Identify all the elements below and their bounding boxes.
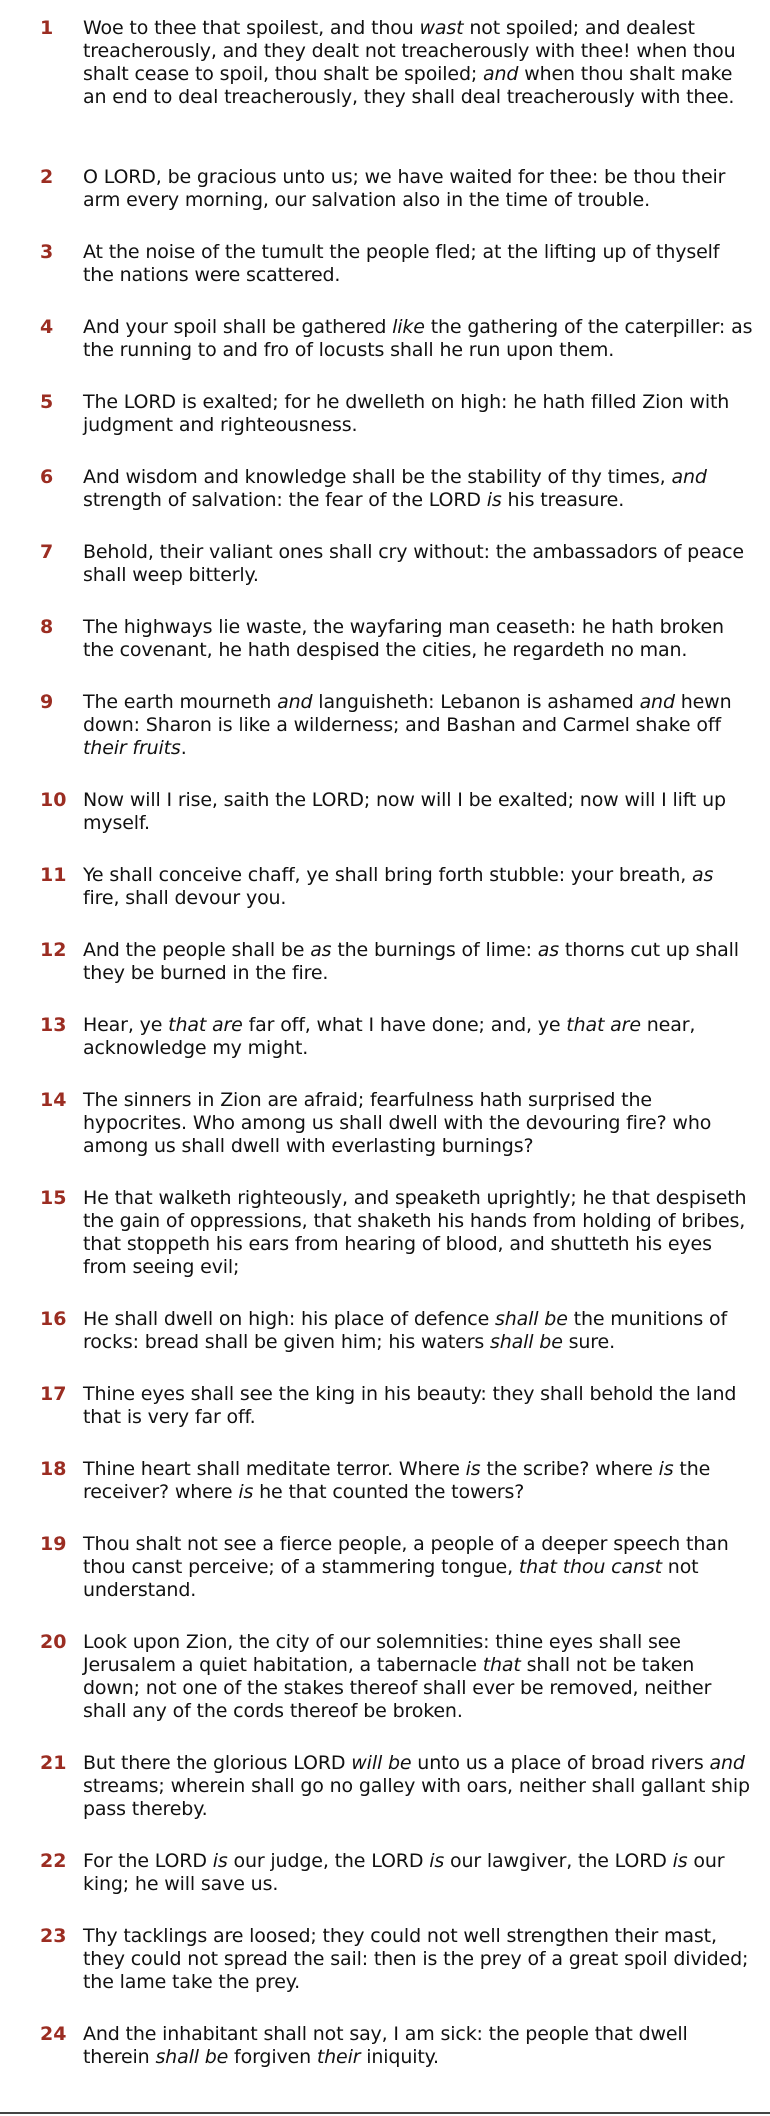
verse-number: 17 — [40, 1383, 67, 1405]
verse-text-run: For the LORD — [83, 1850, 213, 1872]
verse-text-run: unto us a place of broad rivers — [411, 1752, 710, 1774]
verse-text — [83, 1089, 753, 1158]
verse-number: 2 — [40, 166, 54, 188]
verse-text-run: . — [180, 737, 187, 759]
verse-number: 11 — [40, 864, 67, 886]
verse-text — [83, 241, 753, 287]
verse-number: 16 — [40, 1308, 67, 1330]
verse-text-italic: and — [277, 691, 313, 713]
verse-text — [83, 1850, 753, 1896]
verse-text-run: The highways lie waste, the wayfaring man ceaseth: he hath broken the covenant, he hath despised the cities, he regardeth no man. — [83, 616, 724, 661]
verse-text-run: Behold, their valiant ones shall cry without: the ambassadors of peace shall weep bitterly. — [83, 541, 744, 586]
verse-text — [83, 1187, 753, 1279]
verse-text — [83, 939, 753, 985]
verse-text-italic: is — [429, 1850, 445, 1872]
verse-number: 6 — [40, 466, 54, 488]
verse-text-italic: is — [212, 1850, 228, 1872]
verse-text — [83, 1458, 753, 1504]
verse-text-run: Woe to thee that spoilest, and thou — [83, 17, 420, 39]
verse-text-run: The earth mourneth — [83, 691, 278, 713]
verse-text — [83, 1533, 753, 1602]
verse-text-italic: that — [482, 1654, 521, 1676]
verse-number: 12 — [40, 939, 67, 961]
verse-text — [83, 166, 753, 212]
verse-text-run: the gathering of the caterpiller: as the running to and fro of locusts shall he run upon them. — [83, 316, 753, 361]
verse-text-run: He that walketh righteously, and speaketh uprightly; he that despiseth the gain of oppressions, that shaketh his hands from holding of bribes, that stoppeth his ears from hearing of blood, and shutteth his eyes from seeing evil; — [83, 1187, 747, 1278]
verse-text-italic: wast — [419, 17, 464, 39]
verse-text-run: thorns cut up shall they be burned in the fire. — [83, 939, 739, 984]
verse-text-run: fire, shall devour you. — [83, 887, 287, 909]
verse-text — [83, 391, 753, 437]
verse-text-run: And wisdom and knowledge shall be the stability of thy times, — [83, 466, 672, 488]
verse-text — [83, 1631, 753, 1723]
verse-text-run: strength of salvation: the fear of the LORD — [83, 489, 487, 511]
verse-number: 24 — [40, 2023, 67, 2045]
verse-text-run: when thou shalt make an end to deal treacherously, they shall deal treacherously with thee. — [83, 63, 735, 108]
verse-text-italic: and — [483, 63, 519, 85]
verse-number: 7 — [40, 541, 54, 563]
verse-text-run: the scribe? where — [480, 1458, 659, 1480]
verse-text-italic: is — [465, 1458, 481, 1480]
verse-text-run: The sinners in Zion are afraid; fearfulness hath surprised the hypocrites. Who among us shall dwell with the devouring fire? who among us shall dwell with everlasting burnings? — [83, 1089, 712, 1157]
verse-number: 19 — [40, 1533, 67, 1555]
verse-text-run: But there the glorious LORD — [83, 1752, 352, 1774]
verse-text-run: the munitions of rocks: bread shall be given him; his waters — [83, 1308, 727, 1353]
verse-text — [83, 1014, 753, 1060]
verse-text-run: Hear, ye — [83, 1014, 169, 1036]
verse-text-run: his treasure. — [501, 489, 625, 511]
verse-number: 20 — [40, 1631, 67, 1653]
verse-text-run: near, acknowledge my might. — [83, 1014, 696, 1059]
verse-number: 15 — [40, 1187, 67, 1209]
verse-text-italic: is — [486, 489, 502, 511]
verse-number: 9 — [40, 691, 54, 713]
verse-text-italic: that thou canst — [518, 1556, 662, 1578]
verse-text-italic: as — [310, 939, 332, 961]
verse-text-run: sure. — [562, 1331, 615, 1353]
verse-text — [83, 466, 753, 512]
verse-number: 22 — [40, 1850, 67, 1872]
verse-text-italic: shall be — [490, 1331, 563, 1353]
verse-text-run: our judge, the LORD — [227, 1850, 430, 1872]
verse-text — [83, 2023, 753, 2069]
verse-text-run: Thou shalt not see a fierce people, a people of a deeper speech than thou canst perceive; of a stammering tongue, — [83, 1533, 729, 1578]
verse-text-italic: is — [672, 1850, 688, 1872]
verse-text-run: forgiven — [228, 2046, 317, 2068]
verse-text — [83, 1925, 753, 1994]
verse-text-run: And your spoil shall be gathered — [83, 316, 393, 338]
verse-text-run: He shall dwell on high: his place of defence — [83, 1308, 496, 1330]
verse-text-italic: is — [658, 1458, 674, 1480]
verse-text-italic: shall be — [495, 1308, 568, 1330]
verse-text — [83, 691, 753, 760]
bottom-divider — [0, 2112, 770, 2114]
verse-text — [83, 616, 753, 662]
verse-text — [83, 1752, 753, 1821]
verse-text-run: far off, what I have done; and, ye — [242, 1014, 567, 1036]
verse-text-run: O LORD, be gracious unto us; we have waited for thee: be thou their arm every morning, our salvation also in the time of trouble. — [83, 166, 726, 211]
verse-text-italic: their — [316, 2046, 361, 2068]
verse-text-run: our king; he will save us. — [83, 1850, 725, 1895]
verse-text — [83, 864, 753, 910]
verse-text-italic: as — [537, 939, 559, 961]
verse-text-italic: and — [709, 1752, 745, 1774]
verse-number: 5 — [40, 391, 54, 413]
verse-number: 3 — [40, 241, 54, 263]
verse-number: 10 — [40, 789, 67, 811]
verse-text-run: At the noise of the tumult the people fled; at the lifting up of thyself the nations were scattered. — [83, 241, 720, 286]
verse-text — [83, 1308, 753, 1354]
verse-number: 21 — [40, 1752, 67, 1774]
verse-text-run: hewn down: Sharon is like a wilderness; and Bashan and Carmel shake off — [83, 691, 732, 736]
verse-text-italic: that are — [168, 1014, 243, 1036]
verse-text-run: not understand. — [83, 1556, 699, 1601]
verse-text — [83, 316, 753, 362]
verse-text-italic: and — [639, 691, 675, 713]
verse-number: 14 — [40, 1089, 67, 1111]
verse-text-run: And the inhabitant shall not say, I am sick: the people that dwell therein — [83, 2023, 688, 2068]
verse-text-run: shall not be taken down; not one of the stakes thereof shall ever be removed, neither shall any of the cords thereof be broken. — [83, 1654, 712, 1722]
verse-text-run: Thy tacklings are loosed; they could not well strengthen their mast, they could not spread the sail: then is the prey of a great spoil divided; the lame take the prey. — [83, 1925, 749, 1993]
verse-number: 13 — [40, 1014, 67, 1036]
verse-text-italic: that are — [566, 1014, 641, 1036]
verse-text — [83, 1383, 753, 1429]
verse-text-run: iniquity. — [360, 2046, 439, 2068]
verse-text-italic: like — [392, 316, 425, 338]
verse-text-run: the receiver? where — [83, 1458, 711, 1503]
verse-text-italic: shall be — [155, 2046, 229, 2068]
verse-text-run: Thine heart shall meditate terror. Where — [83, 1458, 466, 1480]
verse-text-run: not spoiled; and dealest treacherously, and they dealt not treacherously with thee! when thou shalt cease to spoil, thou shalt be spoiled; — [83, 17, 736, 85]
verse-text-run: Now will I rise, saith the LORD; now will I be exalted; now will I lift up myself. — [83, 789, 726, 834]
verse-text-run: Look upon Zion, the city of our solemnities: thine eyes shall see Jerusalem a quiet habitation, a tabernacle — [83, 1631, 681, 1676]
verse-text-run: Thine eyes shall see the king in his beauty: they shall behold the land that is very far off. — [83, 1383, 737, 1428]
verse-number: 18 — [40, 1458, 67, 1480]
verse-text-italic: is — [238, 1481, 254, 1503]
verse-text-italic: as — [692, 864, 714, 886]
verse-text-italic: their fruits — [83, 737, 181, 759]
verse-number: 4 — [40, 316, 54, 338]
verse-number: 1 — [40, 17, 54, 39]
verse-text-run: streams; wherein shall go no galley with oars, neither shall gallant ship pass thereby. — [83, 1775, 750, 1820]
verse-text-italic: and — [671, 466, 707, 488]
verse-text — [83, 17, 753, 109]
verse-text — [83, 541, 753, 587]
verse-number: 23 — [40, 1925, 67, 1947]
verse-text-run: the burnings of lime: — [331, 939, 538, 961]
verse-text-run: Ye shall conceive chaff, ye shall bring forth stubble: your breath, — [83, 864, 693, 886]
verse-number: 8 — [40, 616, 54, 638]
verse-text-run: And the people shall be — [83, 939, 311, 961]
verse-text-italic: will be — [351, 1752, 412, 1774]
verse-text-run: he that counted the towers? — [253, 1481, 525, 1503]
verse-text-run: The LORD is exalted; for he dwelleth on high: he hath filled Zion with judgment and righteousness. — [83, 391, 730, 436]
verse-text-run: our lawgiver, the LORD — [444, 1850, 673, 1872]
verse-text-run: languisheth: Lebanon is ashamed — [312, 691, 640, 713]
verse-text — [83, 789, 753, 835]
